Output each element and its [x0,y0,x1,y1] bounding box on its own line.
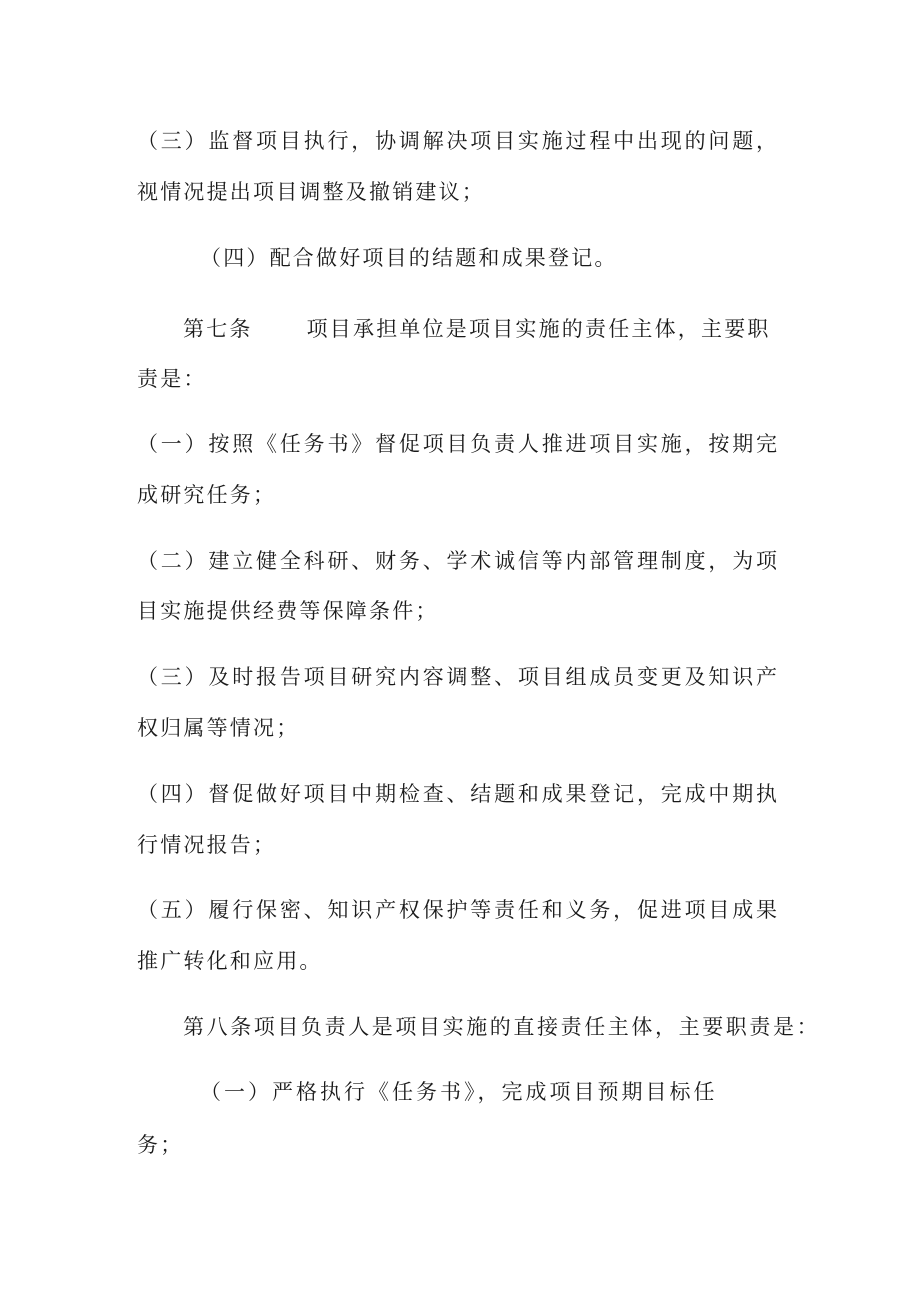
article-7-item-2-line-2: 目实施提供经费等保障条件； [137,599,439,623]
article-7-item-2-line-1: （二）建立健全科研、财务、学术诚信等内部管理制度，为项 [137,549,777,573]
article-7-item-4-line-2: 行情况报告； [137,833,277,857]
article-7-item-1-line-1: （一）按照《任务书》督促项目负责人推进项目实施，按期完 [137,432,777,456]
article-7-item-5-line-1: （五）履行保密、知识产权保护等责任和义务，促进项目成果 [137,898,777,922]
paragraph-4-line-1: （四）配合做好项目的结题和成果登记。 [200,246,618,270]
article-7-item-1-line-2: 成研究任务； [137,483,277,507]
article-7-heading [183,315,771,343]
article-8-item-1-line-2: 务； [137,1133,184,1157]
article-7-item-4-line-1: （四）督促做好项目中期检查、结题和成果登记，完成中期执 [137,782,777,806]
article-8-heading: 第八条项目负责人是项目实施的直接责任主体，主要职责是： [183,1015,821,1039]
article-7-continuation: 责是： [137,367,207,391]
article-7-item-5-line-2: 推广转化和应用。 [137,949,323,973]
paragraph-3-line-2: 视情况提出项目调整及撤销建议； [137,180,485,204]
article-7-number: 第七条 [183,317,253,341]
article-7-item-3-line-1: （三）及时报告项目研究内容调整、项目组成员变更及知识产 [137,665,777,689]
paragraph-3-line-1: （三）监督项目执行，协调解决项目实施过程中出现的问题， [137,129,777,153]
article-8-item-1-line-1: （一）严格执行《任务书》，完成项目预期目标任 [200,1080,718,1104]
article-7-item-3-line-2: 权归属等情况； [137,716,300,740]
article-7-text: 项目承担单位是项目实施的责任主体，主要职 [306,317,771,341]
